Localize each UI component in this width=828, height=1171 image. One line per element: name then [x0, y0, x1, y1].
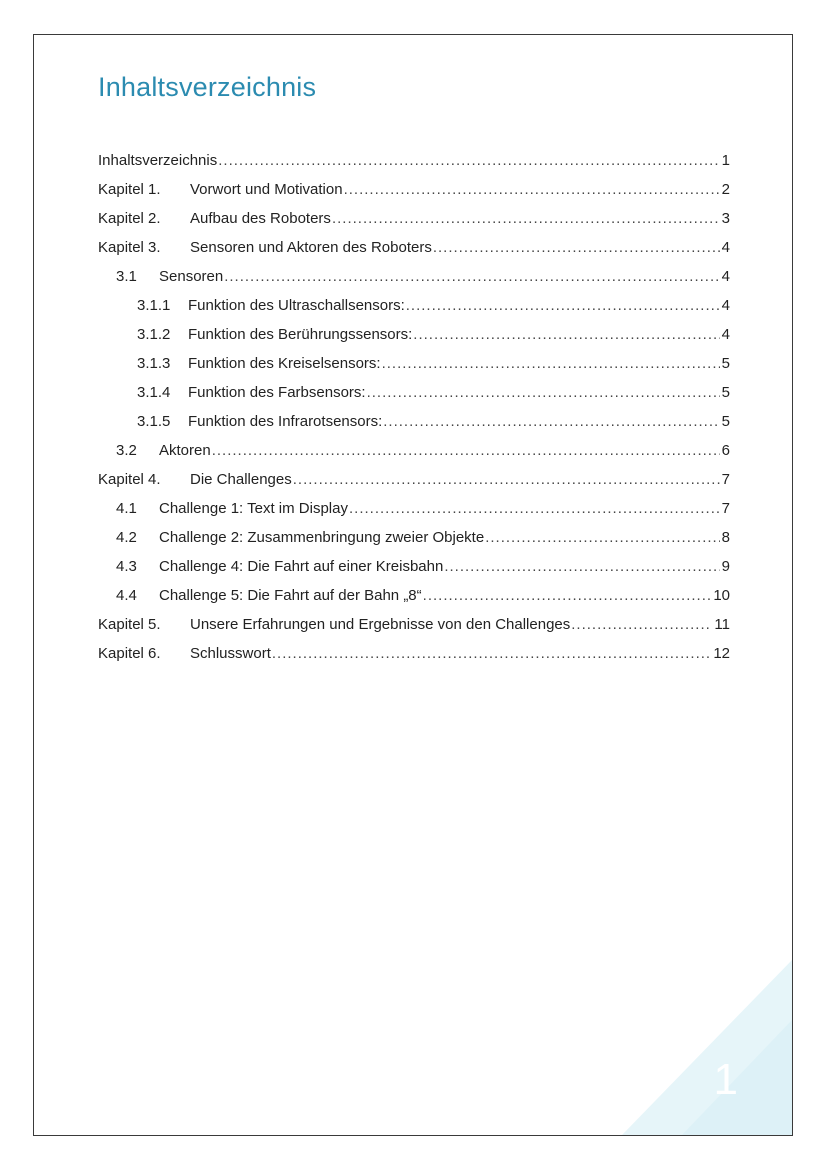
dot-leader [382, 355, 720, 372]
toc-entry-label: Funktion des Kreiselsensors: [188, 355, 381, 372]
toc-entry[interactable] [98, 413, 730, 442]
toc-entry[interactable] [98, 645, 730, 674]
dot-leader [344, 181, 720, 198]
dot-leader [332, 210, 720, 227]
toc-entry-page: 4 [721, 239, 730, 256]
toc-entry-page: 6 [721, 442, 730, 459]
page-number: 1 [713, 1055, 738, 1104]
toc-entry-page: 3 [721, 210, 730, 227]
toc-entry-label: Schlusswort [190, 645, 271, 662]
dot-leader [433, 239, 720, 256]
toc-entry-number: Kapitel 4. [98, 471, 161, 488]
toc-entry-page: 9 [721, 558, 730, 575]
toc-entry[interactable] [98, 268, 730, 297]
toc-entry-label: Challenge 1: Text im Display [159, 500, 348, 517]
toc-entry[interactable] [98, 384, 730, 413]
toc-entry-label: Die Challenges [190, 471, 292, 488]
toc-entry[interactable] [98, 500, 730, 529]
toc-entry-label: Funktion des Berührungssensors: [188, 326, 413, 343]
toc-entry-number: 4.2 [116, 529, 137, 546]
dot-leader [367, 384, 720, 401]
dot-leader [272, 645, 711, 662]
toc-entry[interactable] [98, 558, 730, 587]
dot-leader [383, 413, 719, 430]
toc-entry[interactable] [98, 181, 730, 210]
toc-entry-label: Challenge 4: Die Fahrt auf einer Kreisbahn [159, 558, 444, 575]
toc-entry-number: 3.1.3 [137, 355, 171, 372]
toc-entry-page: 2 [721, 181, 730, 198]
toc-entry-page: 10 [713, 587, 730, 604]
toc-entry-number: Kapitel 3. [98, 239, 161, 256]
toc-entry[interactable] [98, 442, 730, 471]
dot-leader [571, 616, 712, 633]
toc-entry-number: 3.1.1 [137, 297, 171, 314]
toc-entry-number: Kapitel 1. [98, 181, 161, 198]
toc-entry-label: Funktion des Farbsensors: [188, 384, 366, 401]
corner-decoration [622, 960, 792, 1135]
toc-entry-page: 4 [721, 268, 730, 285]
toc-entry-page: 5 [721, 384, 730, 401]
toc-entry[interactable] [98, 616, 730, 645]
toc-entry[interactable] [98, 297, 730, 326]
toc-entry-page: 1 [721, 152, 730, 169]
toc-entry-label: Aktoren [159, 442, 211, 459]
toc-entry-number: 3.2 [116, 442, 137, 459]
toc-entry-page: 12 [713, 645, 730, 662]
toc-entry[interactable] [98, 355, 730, 384]
toc-entry-page: 5 [721, 413, 730, 430]
toc-entry[interactable] [98, 529, 730, 558]
toc-entry-number: 4.3 [116, 558, 137, 575]
toc-list [98, 152, 730, 674]
toc-entry[interactable] [98, 239, 730, 268]
toc-entry-page: 11 [714, 616, 730, 633]
toc-entry-label: Sensoren und Aktoren des Roboters [190, 239, 432, 256]
toc-entry[interactable] [98, 326, 730, 355]
document-page [33, 34, 793, 1136]
toc-entry-number: 4.4 [116, 587, 137, 604]
toc-entry-label: Aufbau des Roboters [190, 210, 331, 227]
toc-entry-number: 3.1 [116, 268, 137, 285]
dot-leader [349, 500, 720, 517]
toc-entry-page: 7 [721, 471, 730, 488]
toc-entry[interactable] [98, 152, 730, 181]
toc-entry-number: 3.1.2 [137, 326, 171, 343]
toc-title: Inhaltsverzeichnis [98, 72, 317, 102]
dot-leader [423, 587, 712, 604]
toc-entry-label: Funktion des Ultraschallsensors: [188, 297, 405, 314]
dot-leader [406, 297, 720, 314]
dot-leader [212, 442, 720, 459]
dot-leader [444, 558, 719, 575]
toc-entry-number: Kapitel 6. [98, 645, 161, 662]
toc-entry[interactable] [98, 210, 730, 239]
toc-entry-label: Inhaltsverzeichnis [98, 152, 218, 169]
toc-entry[interactable] [98, 587, 730, 616]
toc-entry-page: 5 [721, 355, 730, 372]
toc-entry-label: Unsere Erfahrungen und Ergebnisse von den Challenges [190, 616, 571, 633]
toc-entry-page: 4 [721, 326, 730, 343]
toc-entry-page: 8 [721, 529, 730, 546]
toc-entry-label: Challenge 2: Zusammenbringung zweier Objekte [159, 529, 485, 546]
toc-entry-number: 4.1 [116, 500, 137, 517]
dot-leader [218, 152, 719, 169]
dot-leader [413, 326, 719, 343]
dot-leader [293, 471, 720, 488]
dot-leader [224, 268, 719, 285]
toc-entry-page: 7 [721, 500, 730, 517]
toc-entry-page: 4 [721, 297, 730, 314]
toc-entry-number: 3.1.4 [137, 384, 171, 401]
toc-entry[interactable] [98, 471, 730, 500]
toc-entry-label: Vorwort und Motivation [190, 181, 343, 198]
toc-entry-label: Sensoren [159, 268, 224, 285]
dot-leader [485, 529, 719, 546]
toc-entry-number: 3.1.5 [137, 413, 171, 430]
toc-entry-number: Kapitel 2. [98, 210, 161, 227]
toc-entry-label: Challenge 5: Die Fahrt auf der Bahn „8“ [159, 587, 422, 604]
toc-entry-label: Funktion des Infrarotsensors: [188, 413, 383, 430]
toc-entry-number: Kapitel 5. [98, 616, 161, 633]
